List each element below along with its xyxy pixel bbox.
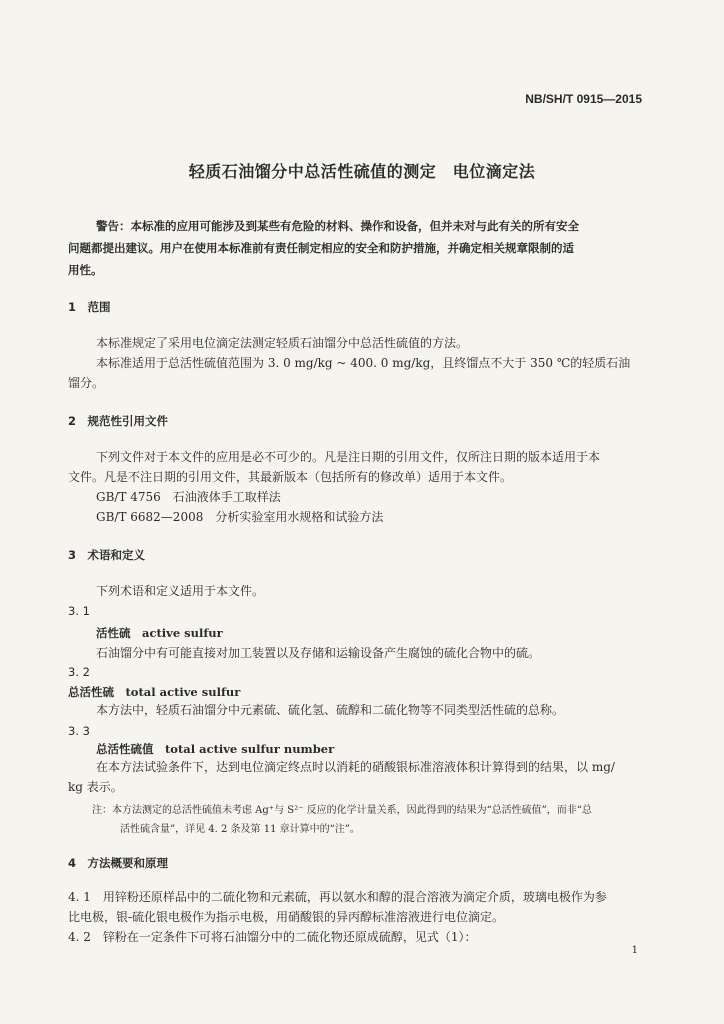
warning-line-1: 警告：本标准的应用可能涉及到某些有危险的材料、操作和设备，但并未对与此有关的所有安全 <box>96 219 579 233</box>
paragraph: 下列术语和定义适用于本文件。 <box>96 584 265 598</box>
paragraph: 比电极，银-硫化银电极作为指示电极，用硝酸银的异丙醇标准溶液进行电位滴定。 <box>68 910 505 924</box>
page-number: 1 <box>631 945 638 956</box>
standard-code: NB/SH/T 0915—2015 <box>525 92 642 106</box>
warning-line-3: 用性。 <box>68 263 103 277</box>
paragraph: 馏分。 <box>68 376 105 390</box>
paragraph: 本标准适用于总活性硫值范围为 3. 0 mg/kg ~ 400. 0 mg/kg，且终馏点不大于 350 ℃的轻质石油 <box>96 356 631 370</box>
paragraph: 本标准规定了采用电位滴定法测定轻质石油馏分中总活性硫值的方法。 <box>96 336 469 350</box>
term-number: 3. 3 <box>68 724 90 738</box>
term-definition: 本方法中，轻质石油馏分中元素硫、硫化氢、硫醇和二硫化物等不同类型活性硫的总称。 <box>96 703 565 717</box>
term-definition: 在本方法试验条件下，达到电位滴定终点时以消耗的硝酸银标准溶液体积计算得到的结果，以 mg/ <box>96 760 615 774</box>
term-number: 3. 1 <box>68 604 90 618</box>
note-line: 注：本方法测定的总活性硫值未考虑 Ag⁺与 S²⁻ 反应的化学计量关系，因此得到的结果为“总活性硫值”，而非“总 <box>92 805 592 816</box>
section-1-heading: 1 范围 <box>68 300 111 314</box>
warning-line-2: 问题都提出建议。用户在使用本标准前有责任制定相应的安全和防护措施，并确定相关规章限制的适 <box>68 241 574 255</box>
term-title: 总活性硫 total active sulfur <box>68 685 241 699</box>
term-definition: kg 表示。 <box>68 780 123 794</box>
paragraph: 文件。凡是不注日期的引用文件，其最新版本（包括所有的修改单）适用于本文件。 <box>68 470 513 484</box>
reference-item: GB/T 6682—2008 分析实验室用水规格和试验方法 <box>96 510 384 524</box>
term-title: 总活性硫值 total active sulfur number <box>96 742 335 756</box>
term-title: 活性硫 active sulfur <box>96 626 223 640</box>
reference-item: GB/T 4756 石油液体手工取样法 <box>96 490 281 504</box>
section-3-heading: 3 术语和定义 <box>68 548 146 562</box>
term-number: 3. 2 <box>68 665 90 679</box>
paragraph: 下列文件对于本文件的应用是必不可少的。凡是注日期的引用文件，仅所注日期的版本适用于本 <box>96 450 601 464</box>
term-definition: 石油馏分中有可能直接对加工装置以及存储和运输设备产生腐蚀的硫化合物中的硫。 <box>96 646 541 660</box>
note-line: 活性硫含量”，详见 4. 2 条及第 11 章计算中的“注”。 <box>120 824 360 835</box>
document-title: 轻质石油馏分中总活性硫值的测定 电位滴定法 <box>188 162 536 181</box>
paragraph: 4. 2 锌粉在一定条件下可将石油馏分中的二硫化物还原成硫醇，见式（1）： <box>68 930 477 944</box>
paragraph: 4. 1 用锌粉还原样品中的二硫化物和元素硫，再以氨水和醇的混合溶液为滴定介质，玻璃电极作为参 <box>68 890 607 904</box>
section-2-heading: 2 规范性引用文件 <box>68 414 169 428</box>
section-4-heading: 4 方法概要和原理 <box>68 856 169 870</box>
